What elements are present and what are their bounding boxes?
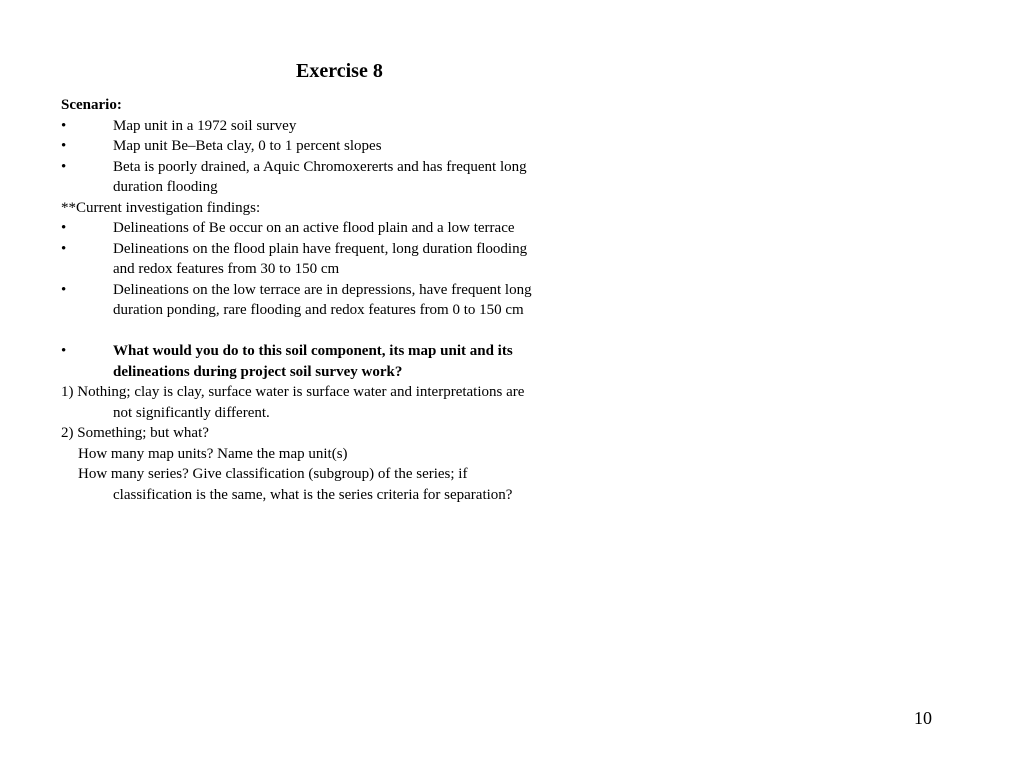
bullet-icon: • [61,281,67,298]
spacer [61,321,621,342]
findings-heading: **Current investigation findings: [61,199,261,216]
bullet-icon: • [61,343,67,359]
question-text-continued: delineations during project soil survey work? [113,363,403,380]
answer-option-1-continued: not significantly different. [113,404,270,421]
bullet-text-continued: and redox features from 30 to 150 cm [113,261,340,277]
slide-title: Exercise 8 [296,60,383,82]
bullet-icon: • [61,240,67,257]
answer-sub-question-2: How many series? Give classification (subgroup) of the series; if [78,466,468,482]
page-number: 10 [914,708,932,728]
bullet-icon: • [61,117,67,134]
findings-bullet-2 [61,239,621,280]
bullet-text-continued: duration ponding, rare flooding and redox features from 0 to 150 cm [113,302,524,318]
bullet-text: Delineations of Be occur on an active flood plain and a low terrace [113,220,515,236]
question-text: What would you do to this soil component, its map unit and its [113,343,513,359]
answer-option-1: 1) Nothing; clay is clay, surface water is surface water and interpretations are [61,384,525,400]
bullet-text: Delineations on the flood plain have frequent, long duration flooding [113,240,528,257]
findings-bullet-3 [61,280,621,321]
bullet-text-continued: duration flooding [113,179,218,195]
answer-option-2: 2) Something; but what? [61,425,209,441]
scenario-bullet-3 [61,157,621,198]
bullet-text: Map unit Be–Beta clay, 0 to 1 percent slopes [113,138,382,154]
answer-sub-question-1: How many map units? Name the map unit(s) [78,445,348,462]
bullet-text: Delineations on the low terrace are in depressions, have frequent long [113,281,532,298]
slide-body [61,95,621,505]
bullet-icon: • [61,220,67,236]
scenario-heading: Scenario: [61,97,122,113]
bullet-icon: • [61,138,67,154]
bullet-text: Map unit in a 1972 soil survey [113,117,297,134]
scenario-bullet-2 [61,136,621,157]
question-bullet [61,341,621,382]
scenario-bullet-1 [61,116,621,137]
bullet-text: Beta is poorly drained, a Aquic Chromoxererts and has frequent long [113,158,527,175]
answer-sub-question-2-continued: classification is the same, what is the series criteria for separation? [113,486,513,503]
findings-bullet-1 [61,218,621,239]
bullet-icon: • [61,158,67,175]
